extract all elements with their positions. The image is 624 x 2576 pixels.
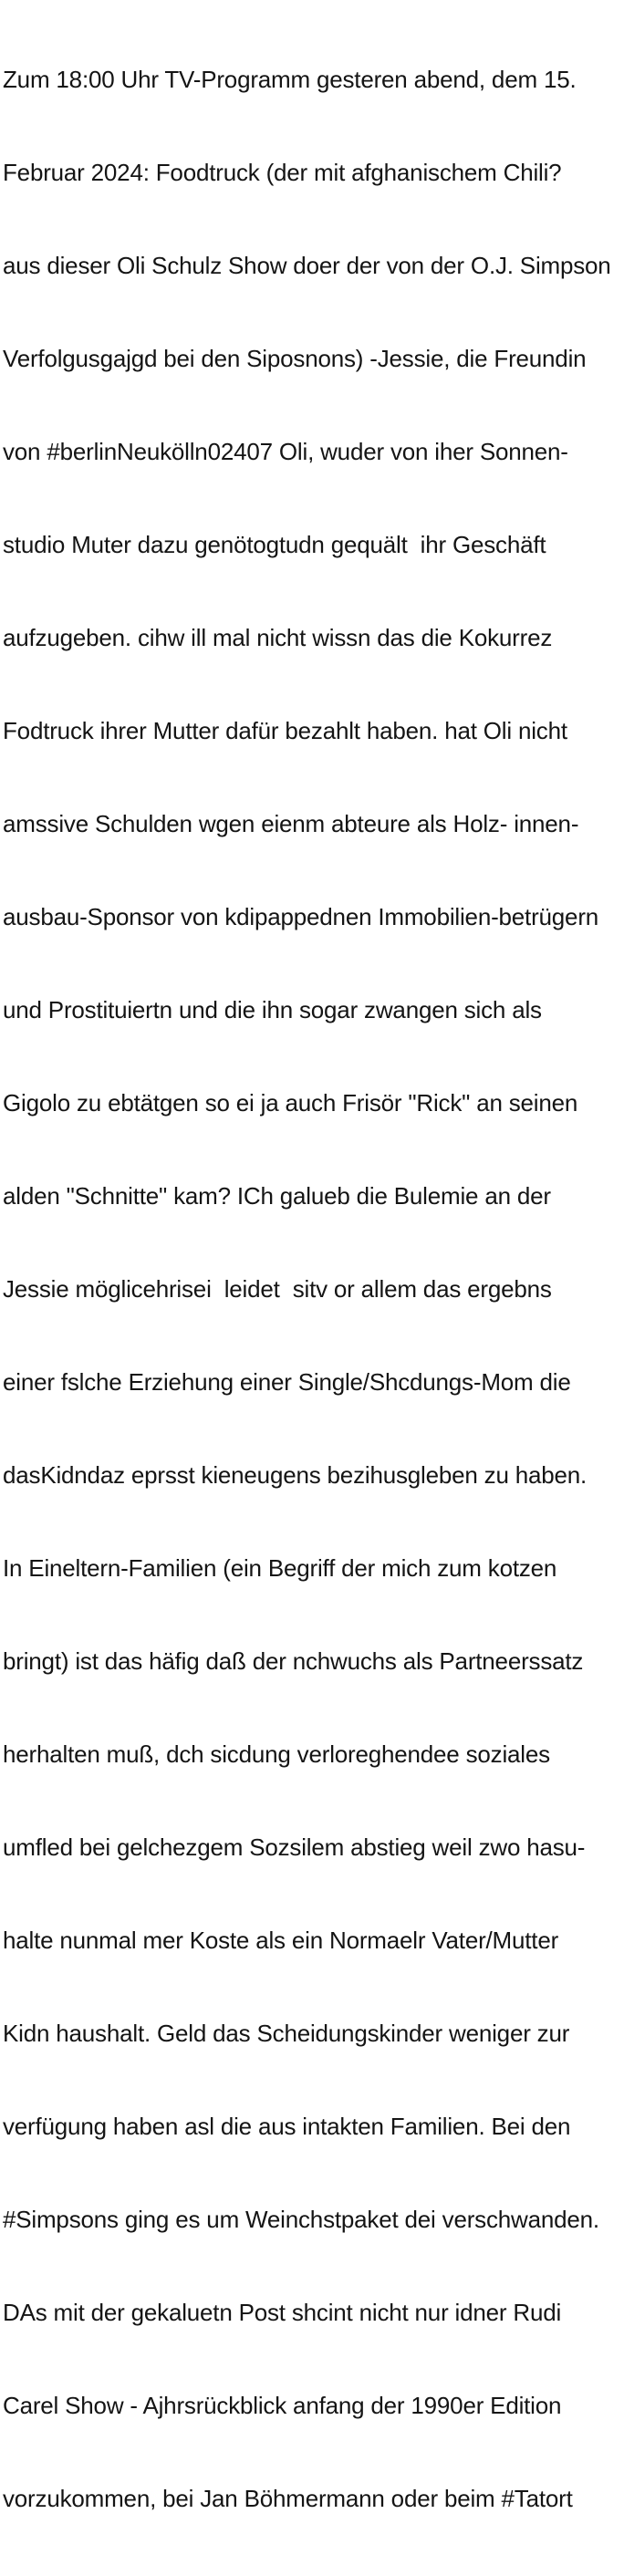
- text-line: verfügung haben asl die aus intakten Familien. Bei den: [3, 2113, 571, 2140]
- text-line: umfled bei gelchezgem Sozsilem abstieg weil zwo hasu-: [3, 1833, 586, 1861]
- text-line: vorzukommen, bei Jan Böhmermann oder beim #Tatort: [3, 2485, 573, 2512]
- text-line: Februar 2024: Foodtruck (der mit afghanischem Chili?: [3, 159, 562, 186]
- text-line: halte nunmal mer Koste als ein Normaelr Vater/Mutter: [3, 1927, 559, 1954]
- text-line: aus dieser Oli Schulz Show doer der von der O.J. Simpson: [3, 252, 611, 279]
- text-line: dasKidndaz eprsst kieneugens bezihusgleben zu haben.: [3, 1461, 588, 1489]
- text-line: studio Muter dazu genötogtudn gequält ihr Geschäft: [3, 531, 546, 558]
- text-line: Gigolo zu ebtätgen so ei ja auch Frisör "Rick" an seinen: [3, 1089, 578, 1117]
- text-line: bringt) ist das häfig daß der nchwuchs als Partneerssatz: [3, 1647, 584, 1675]
- text-line: Verfolgusgajgd bei den Siposnons) -Jessie, die Freundin: [3, 345, 587, 372]
- text-line: Fodtruck ihrer Mutter dafür bezahlt haben. hat Oli nicht: [3, 717, 567, 744]
- text-line: #Simpsons ging es um Weinchstpaket dei verschwanden.: [3, 2206, 599, 2233]
- text-line: Jessie möglicehrisei leidet sitv or allem das ergebns: [3, 1275, 552, 1303]
- text-line: alden "Schnitte" kam? ICh galueb die Bulemie an der: [3, 1182, 551, 1210]
- text-line: von #berlinNeukölln02407 Oli, wuder von iher Sonnen-: [3, 438, 568, 465]
- text-line: aufzugeben. cihw ill mal nicht wissn das die Kokurrez: [3, 624, 553, 651]
- text-line: einer fslche Erziehung einer Single/Shcdungs-Mom die: [3, 1368, 571, 1396]
- text-line: und Prostituiertn und die ihn sogar zwangen sich als: [3, 996, 542, 1023]
- text-line: amssive Schulden wgen eienm abteure als Holz- innen-: [3, 810, 579, 837]
- text-line: Kidn haushalt. Geld das Scheidungskinder weniger zur: [3, 2020, 570, 2047]
- text-line: Carel Show - Ajhrsrückblick anfang der 1990er Edition: [3, 2392, 562, 2419]
- text-line: DAs mit der gekaluetn Post shcint nicht nur idner Rudi: [3, 2299, 562, 2326]
- text-line: In Eineltern-Familien (ein Begriff der mich zum kotzen: [3, 1554, 557, 1582]
- text-body: [3, 2, 622, 2576]
- text-line: ausbau-Sponsor von kdipappednen Immobilien-betrügern: [3, 903, 599, 930]
- text-line: Zum 18:00 Uhr TV-Programm gesteren abend, dem 15.: [3, 66, 577, 93]
- text-line: herhalten muß, dch sicdung verloreghendee soziales: [3, 1740, 550, 1768]
